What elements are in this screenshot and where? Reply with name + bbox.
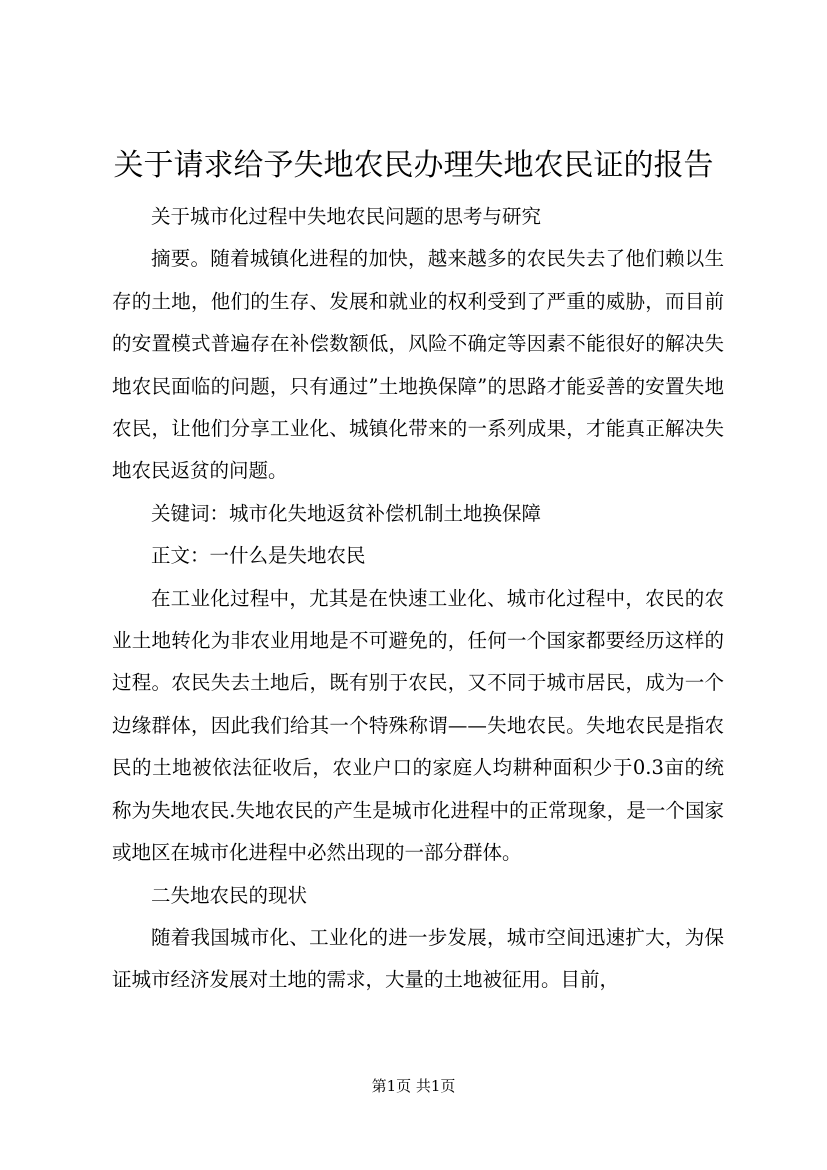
keywords-paragraph: 关键词：城市化失地返贫补偿机制土地换保障 bbox=[151, 501, 542, 525]
document-title: 关于请求给予失地农民办理失地农民证的报告 bbox=[113, 148, 714, 183]
document-body bbox=[112, 196, 724, 1002]
body-paragraph-1: 在工业化过程中，尤其是在快速工业化、城市化过程中，农民的农业土地转化为非农业用地是不可避免的，任何一个国家都要经历这样的过程。农民失去土地后，既有别于农民，又不同于城市居民，成为一个边缘群体，因此我们给其一个特殊称谓——失地农民。失地农民是指农民的土地被依法征收后，农业户口的家庭人均耕种面积少于0.3亩的统称为失地农民.失地农民的产生是城市化进程中的正常现象，是一个国家或地区在城市化进程中必然出现的一部分群体。 bbox=[112, 586, 724, 865]
body-paragraph-2: 随着我国城市化、工业化的进一步发展，城市空间迅速扩大，为保证城市经济发展对土地的需求，大量的土地被征用。目前， bbox=[112, 925, 724, 992]
section-heading-1: 正文：一什么是失地农民 bbox=[151, 544, 366, 568]
page-number-footer: 第1页 共1页 bbox=[371, 1077, 456, 1095]
section-heading-2: 二失地农民的现状 bbox=[151, 883, 308, 907]
abstract-paragraph: 摘要。随着城镇化进程的加快，越来越多的农民失去了他们赖以生存的土地，他们的生存、发展和就业的权利受到了严重的威胁，而目前的安置模式普遍存在补偿数额低，风险不确定等因素不能很好的解决失地农民面临的问题，只有通过”土地换保障”的思路才能妥善的安置失地农民，让他们分享工业化、城镇化带来的一系列成果，才能真正解决失地农民返贫的问题。 bbox=[112, 247, 724, 483]
subtitle-paragraph: 关于城市化过程中失地农民问题的思考与研究 bbox=[151, 205, 542, 228]
